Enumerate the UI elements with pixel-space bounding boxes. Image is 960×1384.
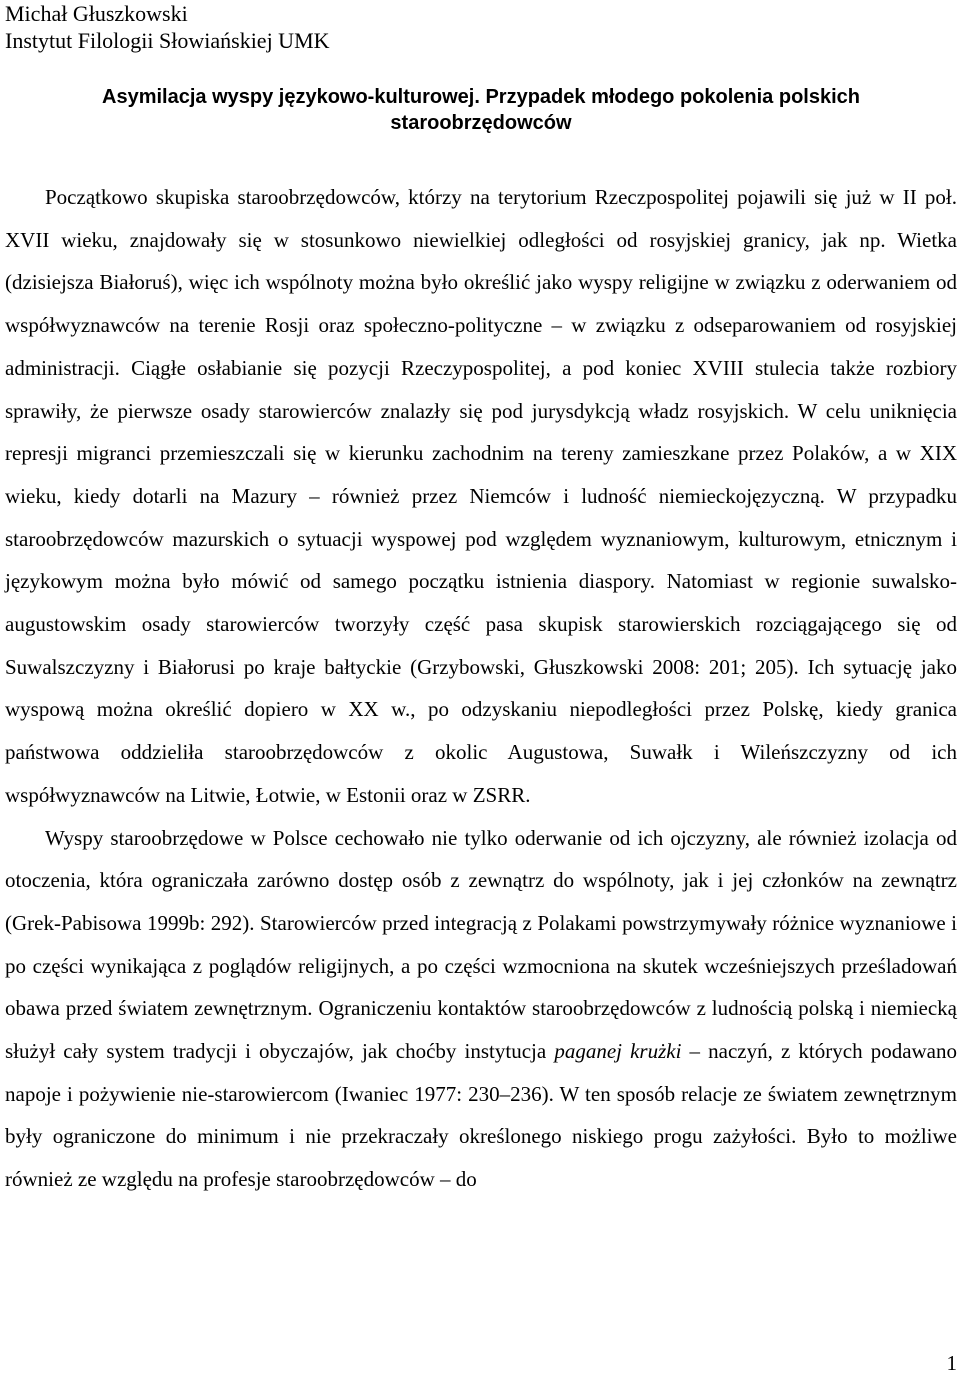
article-body: [5, 176, 957, 1201]
italic-term: paganej krużki: [554, 1039, 682, 1064]
paragraph-2: [5, 817, 957, 1201]
article-title: Asymilacja wyspy językowo-kulturowej. Przypadek młodego pokolenia polskich staroobrzędowców: [102, 86, 860, 134]
document-page: [5, 0, 957, 1384]
author-name: Michał Głuszkowski: [5, 1, 188, 26]
institute-name: Instytut Filologii Słowiańskiej UMK: [5, 28, 330, 53]
paragraph-2-text-start: Wyspy staroobrzędowe w Polsce cechowało nie tylko oderwanie od ich ojczyzny, ale również izolacja od otoczenia, która ograniczała zarówno dostęp osób z zewnątrz do wspólnoty, jak i jej członków na zewnątrz (Grek-Pabisowa 1999b: 292). Starowierców przed integracją z Polakami powstrzymywały różnice wyznaniowe i po części wynikająca z poglądów religijnych, a po części wzmocniona na skutek wcześniejszych prześladowań obawa przed światem zewnętrznym. Ograniczeniu kontaktów staroobrzędowców z ludnością polską i niemiecką służył cały system tradycji i obyczajów, jak choćby instytucja: [5, 825, 957, 1064]
paragraph-1: [5, 176, 957, 817]
document-header: [5, 0, 330, 54]
paragraph-2-text-end: – naczyń, z których podawano napoje i pożywienie nie-starowiercom (Iwaniec 1977: 230–236). W ten sposób relacje ze światem zewnętrznym były ograniczone do minimum i nie przekraczały określonego niskiego progu zażyłości. Było to możliwe również ze względu na profesje staroobrzędowców – do: [5, 1039, 957, 1192]
page-number: 1: [946, 1351, 957, 1375]
paragraph-1-text: Początkowo skupiska staroobrzędowców, którzy na terytorium Rzeczpospolitej pojawili się już w II poł. XVII wieku, znajdowały się w stosunkowo niewielkiej odległości od rosyjskiej granicy, jak np. Wietka (dzisiejsza Białoruś), więc ich wspólnoty można było określić jako wyspy religijne w związku z oderwaniem od współwyznawców na terenie Rosji oraz społeczno-polityczne – w związku z odseparowaniem od rosyjskiej administracji. Ciągłe osłabianie się pozycji Rzeczypospolitej, a pod koniec XVIII stulecia także rozbiory sprawiły, że pierwsze osady starowierców znalazły się pod jurysdykcją władz rosyjskich. W celu uniknięcia represji migranci przemieszczali się w kierunku zachodnim na tereny zamieszkane przez Polaków, a w XIX wieku, kiedy dotarli na Mazury – również przez Niemców i ludność niemieckojęzyczną. W przypadku staroobrzędowców mazurskich o sytuacji wyspowej pod względem wyznaniowym, kulturowym, etnicznym i językowym można było mówić od samego początku istnienia diaspory. Natomiast w regionie suwalsko-augustowskim osady starowierców tworzyły część pasa skupisk starowierskich rozciągającego się od Suwalszczyzny i Białorusi po kraje bałtyckie (Grzybowski, Głuszkowski 2008: 201; 205). Ich sytuację jako wyspową można określić dopiero w XX w., po odzyskaniu niepodległości przez Polskę, kiedy granica państwowa oddzieliła staroobrzędowców z okolic Augustowa, Suwałk i Wileńszczyzny od ich współwyznawców na Litwie, Łotwie, w Estonii oraz w ZSRR.: [5, 185, 957, 807]
